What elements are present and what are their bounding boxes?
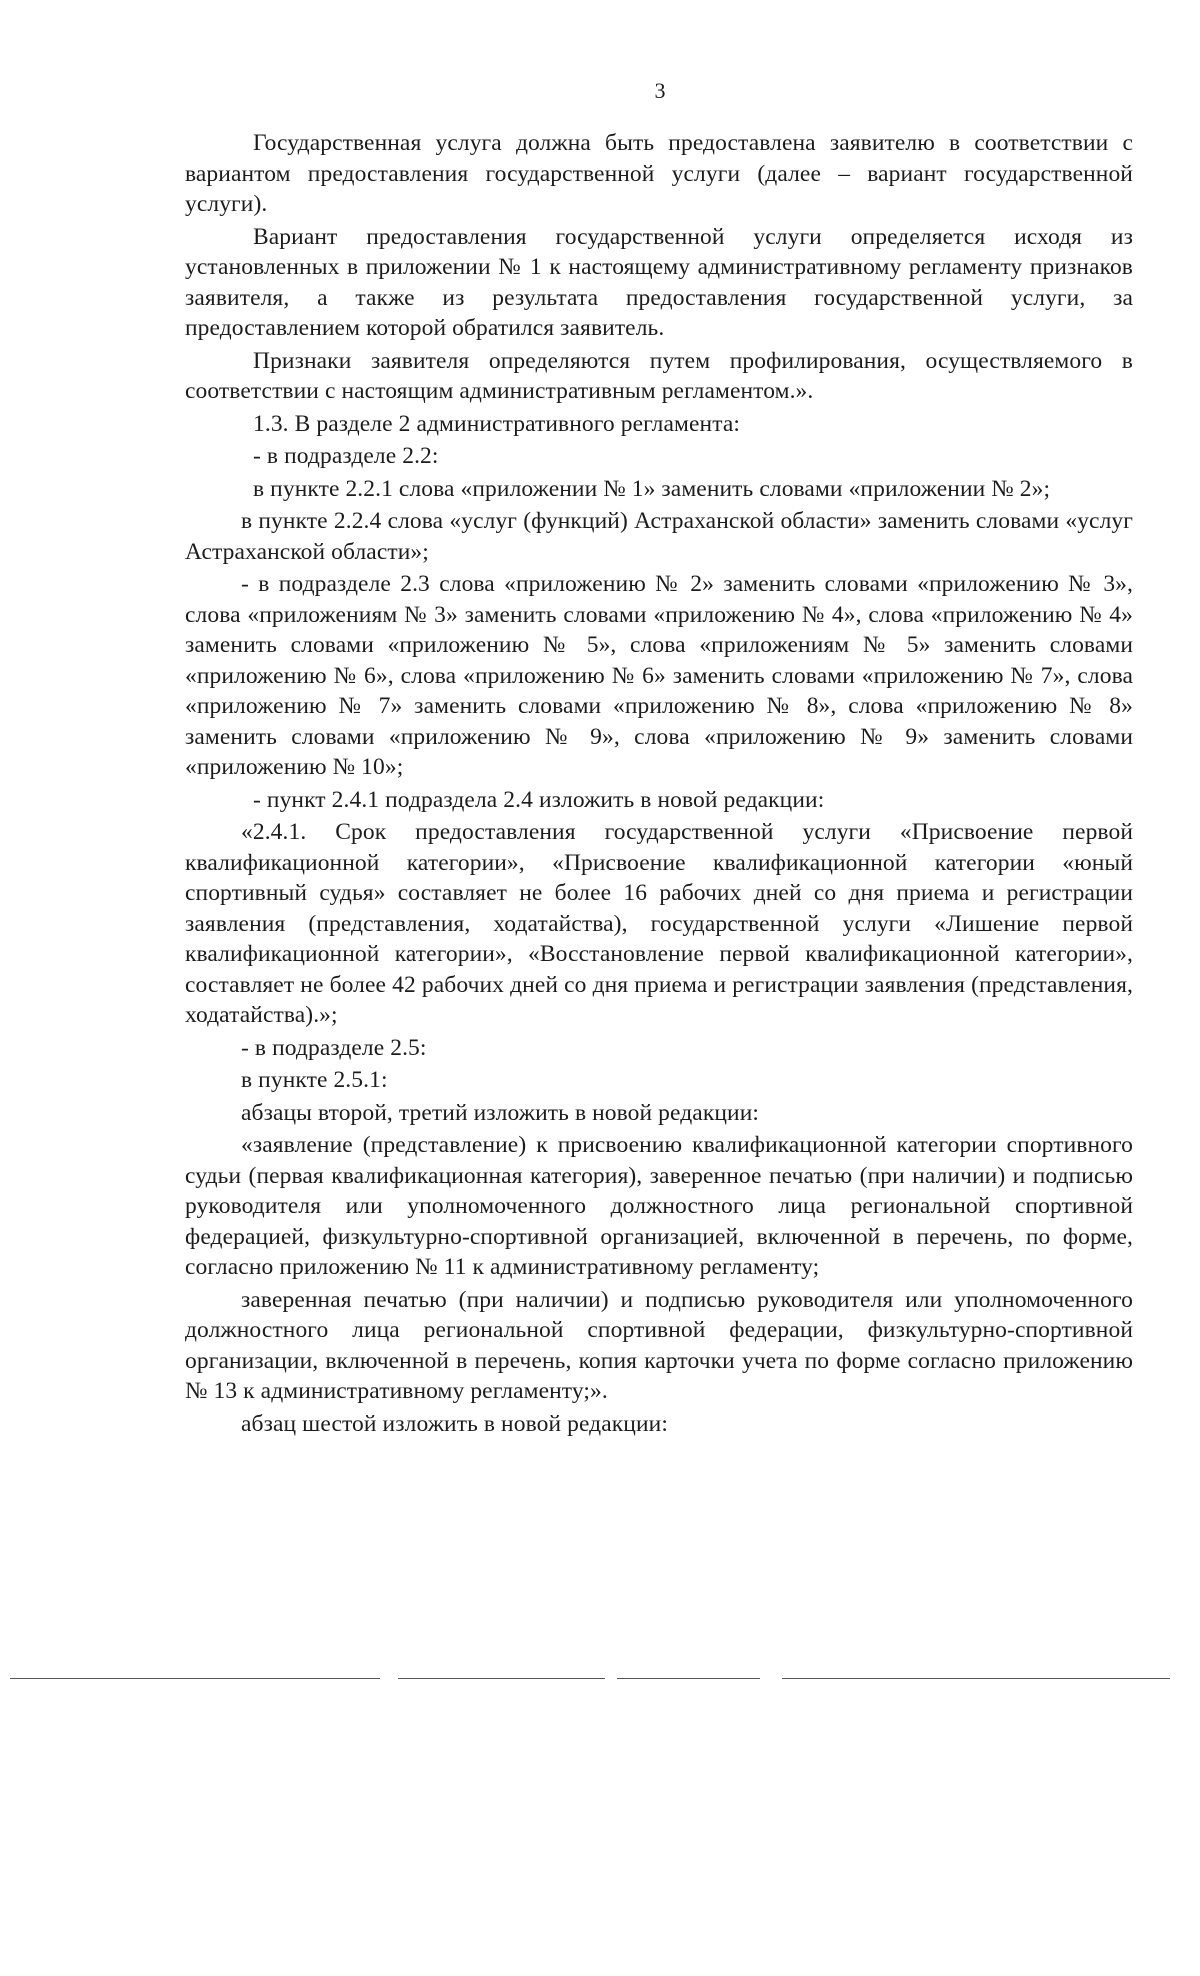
scan-line-gap xyxy=(380,1674,398,1682)
section-heading: 1.3. В разделе 2 административного регламента: xyxy=(253,410,741,437)
page-number: 3 xyxy=(654,78,666,103)
paragraph: Государственная услуга должна быть предоставлена заявителю в соответствии с вариантом предоставления государственной услуги (далее – вариант государственной услуги). xyxy=(185,130,1133,217)
paragraph: абзацы второй, третий изложить в новой редакции: xyxy=(241,1099,760,1126)
paragraph: - в подразделе 2.3 слова «приложению № 2» заменить словами «приложению № 3», слова «приложениям № 3» заменить словами «приложению № 4», слова «приложению № 4» заменить словами «приложению № 5», слова «приложениям № 5» заменить словами «приложению № 6», слова «приложению № 6» заменить словами «приложению № 7», слова «приложению № 7» заменить словами «приложению № 8», слова «приложению № 8» заменить словами «приложению № 9», слова «приложению № 9» заменить словами «приложению № 10»; xyxy=(185,571,1133,780)
paragraph: «2.4.1. Срок предоставления государственной услуги «Присвоение первой квалификационной категории», «Присвоение квалификационной категории «юный спортивный судья» составляет не более 16 рабочих дней со дня приема и регистрации заявления (представления, ходатайства), государственной услуги «Лишение первой квалификационной категории», «Восстановление первой квалификационной категории», составляет не более 42 рабочих дней со дня приема и регистрации заявления (представления, ходатайства).»; xyxy=(185,819,1133,1028)
paragraph: Вариант предоставления государственной услуги определяется исходя из установленных в приложении № 1 к настоящему административному регламенту признаков заявителя, а также из результата предоставления государственной услуги, за предоставлением которой обратился заявитель. xyxy=(185,223,1133,341)
paragraph: абзац шестой изложить в новой редакции: xyxy=(241,1410,668,1437)
scan-line-gap xyxy=(605,1674,617,1682)
paragraph: в пункте 2.2.1 слова «приложении № 1» заменить словами «приложении № 2»; xyxy=(253,475,1051,502)
paragraph: - пункт 2.4.1 подраздела 2.4 изложить в новой редакции: xyxy=(253,786,825,813)
paragraph: в пункте 2.2.4 слова «услуг (функций) Астраханской области» заменить словами «услуг Астраханской области»; xyxy=(185,508,1133,565)
document-body xyxy=(185,128,1133,1441)
paragraph: заверенная печатью (при наличии) и подписью руководителя или уполномоченного должностного лица региональной спортивной федерации, физкультурно-спортивной организации, включенной в перечень, копия карточки учета по форме согласно приложению № 13 к административному регламенту;». xyxy=(185,1286,1133,1404)
paragraph: - в подразделе 2.5: xyxy=(241,1034,427,1061)
scan-fold-line xyxy=(10,1678,1170,1679)
scan-line-gap xyxy=(760,1674,782,1682)
paragraph: Признаки заявителя определяются путем профилирования, осуществляемого в соответствии с настоящим административным регламентом.». xyxy=(185,347,1133,404)
paragraph: «заявление (представление) к присвоению квалификационной категории спортивного судьи (первая квалификационная категория), заверенное печатью (при наличии) и подписью руководителя или уполномоченного должностного лица региональной спортивной федерацией, физкультурно-спортивной организацией, включенной в перечень, по форме, согласно приложению № 11 к административному регламенту; xyxy=(185,1132,1133,1280)
paragraph: в пункте 2.5.1: xyxy=(241,1067,388,1093)
paragraph: - в подразделе 2.2: xyxy=(253,443,439,469)
